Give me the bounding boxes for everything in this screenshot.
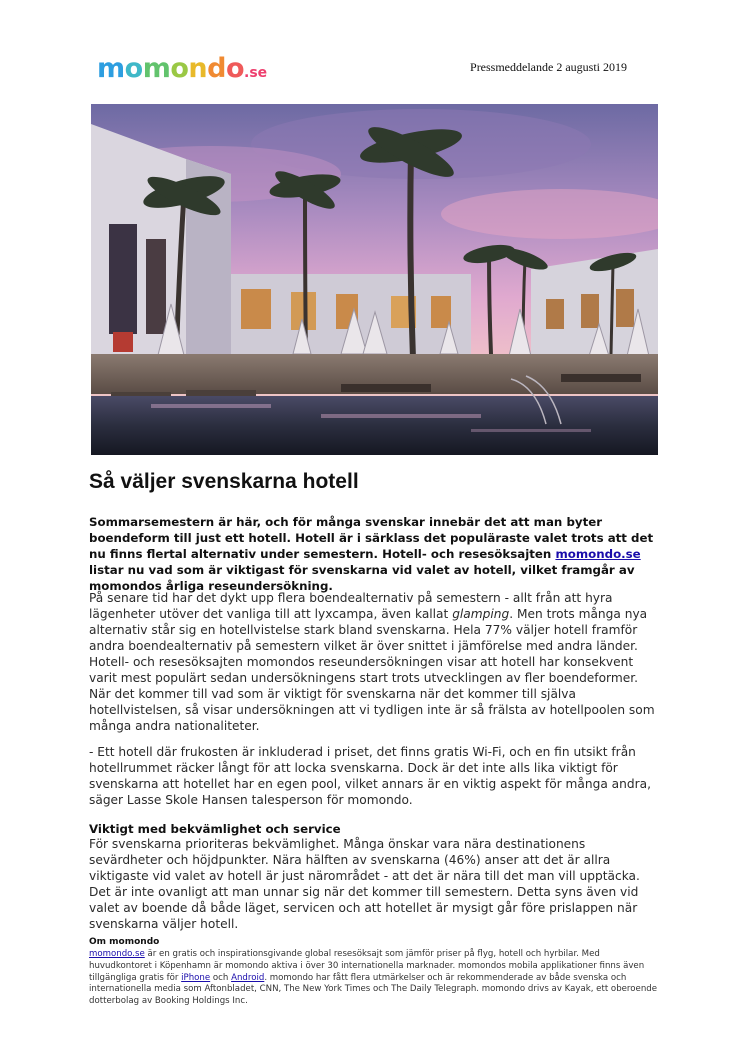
hero-hotel-photo <box>91 104 658 455</box>
about-paragraph <box>89 949 664 1008</box>
p1-text-after: . Men trots många nya alternativ står sig en hotellvistelse stark bland svenskarna. Hela 77% väljer hotell framför andra boendealternativ på semestern vilket är över snittet i jämförelse med andra länder. Hotell- och resesöksajten momondos reseundersökningen visar att hotell har konsekvent varit mest populärt sedan undersökningens start trots utvecklingen av fler boendeformer. När det kommer till vad som är viktigt för svenskarna när det kommer till själva hotellvistelsen, så visar undersökningen att vi tydligen inte är så frälsta av hotellpoolen som många andra nationaliteter. <box>89 607 655 733</box>
body-paragraph-1 <box>89 590 661 734</box>
lead-text-after: listar nu vad som är viktigast för svenskarna vid valet av hotell, vilket framgår av momondos årliga reseundersökning. <box>89 563 635 593</box>
p1-emphasis: glamping <box>452 607 510 621</box>
press-release-date: Pressmeddelande 2 augusti 2019 <box>470 60 627 74</box>
android-link[interactable]: Android <box>231 972 265 983</box>
logo-letter: m <box>97 53 125 84</box>
logo-suffix: .se <box>244 65 268 81</box>
logo-letter: o <box>124 53 143 84</box>
logo-letter: n <box>188 53 208 84</box>
body-paragraph-3: För svenskarna prioriteras bekvämlighet. Många önskar vara nära destinationens sevärdheter och höjdpunkter. Nära hälften av svenskarna (46%) anser att det är allra viktigaste vid valet av hotell är just närområdet - att det är nära till det man vill upptäcka. Det är inte ovanligt att man unnar sig när det kommer till semestern. Detta syns även vid valet av boende då både läget, servicen och att hotellet är mysigt går före prislappen när svenskarna väljer hotell. <box>89 837 640 931</box>
logo-letter: m <box>142 53 171 84</box>
headline: Så väljer svenskarna hotell <box>89 470 359 493</box>
about-text-3: . momondo har fått flera utmärkelser och är rekommenderade av både svenska och internationella media som Aftonbladet, CNN, The New York Times och The Daily Telegraph. momondo drivs av Kayak, ett oberoende dotterbolag av Booking Holdings Inc. <box>89 972 658 1007</box>
lead-paragraph <box>89 514 661 594</box>
lead-text-before: Sommarsemestern är här, och för många svenskar innebär det att man byter boendeform till just ett hotell. Hotell är i särklass det populäraste valet trots att det nu finns flertal alternativ under semestern. Hotell- och resesöksajten <box>89 515 654 561</box>
logo-letter: o <box>225 53 245 84</box>
about-text-2: och <box>210 972 232 983</box>
about-text-1: är en gratis och inspirationsgivande global resesöksajt som jämför priser på flyg, hotell och hyrbilar. Med huvudkontoret i Köpenhamn är momondo aktiva i över 30 internationella marknader. momondos mobila applikationer finns även tillgängliga gratis för <box>89 949 645 983</box>
logo-letter: o <box>170 53 189 84</box>
section-title: Viktigt med bekvämlighet och service <box>89 822 341 836</box>
iphone-link[interactable]: iPhone <box>181 972 211 983</box>
momondo-logo <box>97 54 267 88</box>
momondo-link[interactable]: momondo.se <box>555 547 641 561</box>
body-paragraph-2: - Ett hotell där frukosten är inkluderad i priset, det finns gratis Wi-Fi, och en fin utsikt från hotellrummet räcker långt för att locka svenskarna. Dock är det inte alls lika viktigt för svenskarna att hotellet har en egen pool, vilket annars är en viktig aspekt för många andra, säger Lasse Skole Hansen talesperson för momondo. <box>89 745 651 807</box>
about-title: Om momondo <box>89 937 160 947</box>
logo-letter: d <box>207 53 226 84</box>
p1-text-before: På senare tid har det dykt upp flera boendealternativ på semestern - allt från att hyra lägenheter utöver det vanliga till att lyxcampa, även kallat <box>89 591 613 621</box>
about-momondo-link[interactable]: momondo.se <box>89 949 145 959</box>
